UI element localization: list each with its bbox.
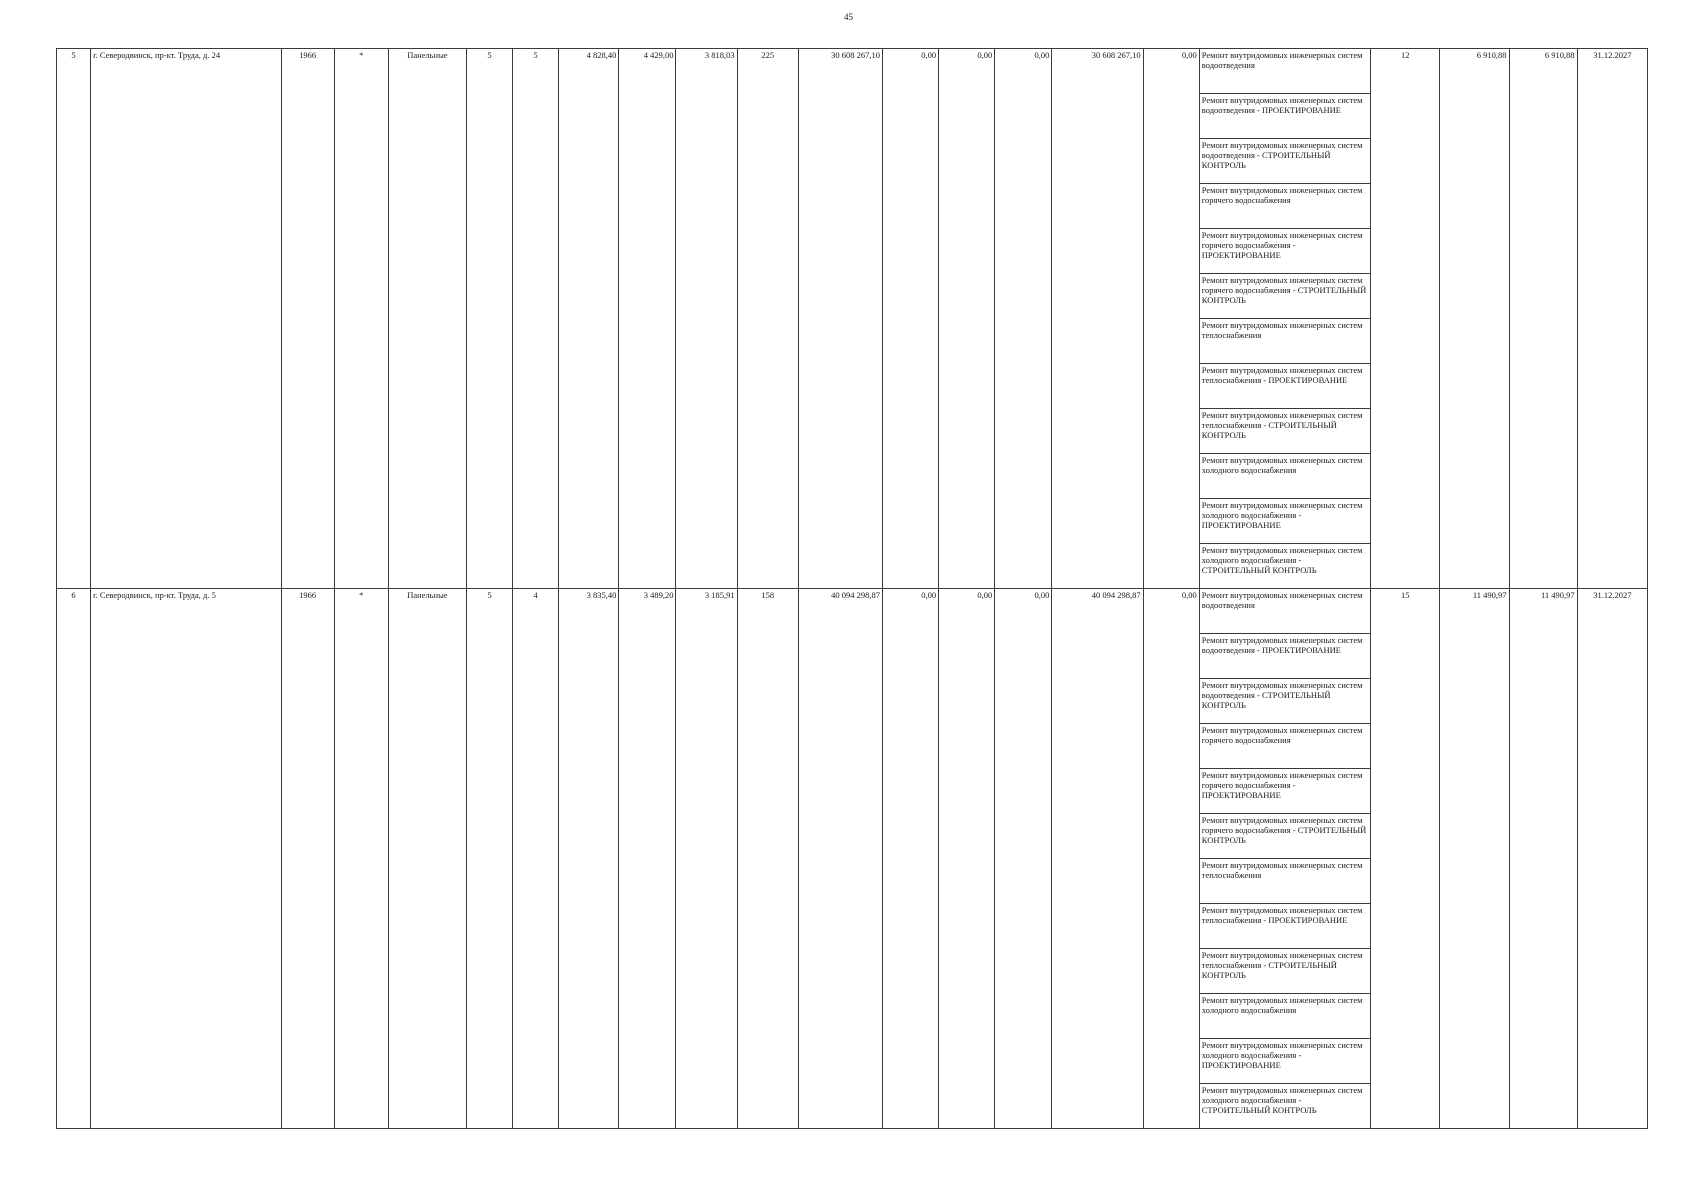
work-type: Ремонт внутридомовых инженерных систем теплоснабжения - СТРОИТЕЛЬНЫЙ КОНТРОЛЬ: [1199, 949, 1370, 994]
residents: 225: [737, 49, 798, 589]
work-type: Ремонт внутридомовых инженерных систем теплоснабжения - ПРОЕКТИРОВАНИЕ: [1199, 364, 1370, 409]
area-living: 4 429,00: [619, 49, 676, 589]
work-type: Ремонт внутридомовых инженерных систем горячего водоснабжения - ПРОЕКТИРОВАНИЕ: [1199, 229, 1370, 274]
area-residential: 3 185,91: [676, 589, 737, 1129]
deadline: 31.12.2027: [1577, 589, 1647, 1129]
residents: 158: [737, 589, 798, 1129]
address: г. Северодвинск, пр-кт. Труда, д. 24: [91, 49, 281, 589]
entrances: 4: [513, 589, 559, 1129]
cost-total: 40 094 298,87: [798, 589, 882, 1129]
work-type: Ремонт внутридомовых инженерных систем водоотведения - СТРОИТЕЛЬНЫЙ КОНТРОЛЬ: [1199, 679, 1370, 724]
row-number: 6: [57, 589, 91, 1129]
fund-1: 0,00: [882, 49, 938, 589]
work-type: Ремонт внутридомовых инженерных систем холодного водоснабжения - ПРОЕКТИРОВАНИЕ: [1199, 1039, 1370, 1084]
work-type: Ремонт внутридомовых инженерных систем теплоснабжения - СТРОИТЕЛЬНЫЙ КОНТРОЛЬ: [1199, 409, 1370, 454]
work-type: Ремонт внутридомовых инженерных систем теплоснабжения - ПРОЕКТИРОВАНИЕ: [1199, 904, 1370, 949]
work-type: Ремонт внутридомовых инженерных систем водоотведения: [1199, 49, 1370, 94]
unit-cost-max: 11 490,97: [1509, 589, 1577, 1129]
fund-2: 0,00: [939, 589, 995, 1129]
other-funds: 0,00: [1143, 589, 1199, 1129]
work-count: 12: [1371, 49, 1440, 589]
work-type: Ремонт внутридомовых инженерных систем горячего водоснабжения - СТРОИТЕЛЬНЫЙ КОНТРОЛЬ: [1199, 274, 1370, 319]
wall-material: Панельные: [388, 589, 466, 1129]
floors: 5: [466, 589, 512, 1129]
unit-cost: 11 490,97: [1440, 589, 1509, 1129]
work-type: Ремонт внутридомовых инженерных систем водоотведения - ПРОЕКТИРОВАНИЕ: [1199, 94, 1370, 139]
work-type: Ремонт внутридомовых инженерных систем холодного водоснабжения: [1199, 454, 1370, 499]
cost-total: 30 608 267,10: [798, 49, 882, 589]
area-total: 3 835,40: [559, 589, 619, 1129]
fund-2: 0,00: [939, 49, 995, 589]
table-row: [57, 589, 1648, 634]
area-total: 4 828,40: [559, 49, 619, 589]
mark: *: [334, 49, 388, 589]
work-type: Ремонт внутридомовых инженерных систем водоотведения - СТРОИТЕЛЬНЫЙ КОНТРОЛЬ: [1199, 139, 1370, 184]
unit-cost-max: 6 910,88: [1509, 49, 1577, 589]
work-count: 15: [1371, 589, 1440, 1129]
work-type: Ремонт внутридомовых инженерных систем горячего водоснабжения: [1199, 184, 1370, 229]
mark: *: [334, 589, 388, 1129]
entrances: 5: [513, 49, 559, 589]
work-type: Ремонт внутридомовых инженерных систем теплоснабжения: [1199, 859, 1370, 904]
row-number: 5: [57, 49, 91, 589]
fund-3: 0,00: [995, 589, 1052, 1129]
work-type: Ремонт внутридомовых инженерных систем холодного водоснабжения - ПРОЕКТИРОВАНИЕ: [1199, 499, 1370, 544]
fund-owners: 40 094 298,87: [1052, 589, 1143, 1129]
deadline: 31.12.2027: [1577, 49, 1647, 589]
work-type: Ремонт внутридомовых инженерных систем горячего водоснабжения - ПРОЕКТИРОВАНИЕ: [1199, 769, 1370, 814]
fund-1: 0,00: [882, 589, 938, 1129]
wall-material: Панельные: [388, 49, 466, 589]
work-type: Ремонт внутридомовых инженерных систем холодного водоснабжения - СТРОИТЕЛЬНЫЙ КОНТРОЛЬ: [1199, 544, 1370, 589]
fund-3: 0,00: [995, 49, 1052, 589]
work-type: Ремонт внутридомовых инженерных систем холодного водоснабжения - СТРОИТЕЛЬНЫЙ КОНТРОЛЬ: [1199, 1084, 1370, 1129]
work-type: Ремонт внутридомовых инженерных систем холодного водоснабжения: [1199, 994, 1370, 1039]
area-residential: 3 818,03: [676, 49, 737, 589]
work-type: Ремонт внутридомовых инженерных систем горячего водоснабжения - СТРОИТЕЛЬНЫЙ КОНТРОЛЬ: [1199, 814, 1370, 859]
fund-owners: 30 608 267,10: [1052, 49, 1143, 589]
work-type: Ремонт внутридомовых инженерных систем водоотведения: [1199, 589, 1370, 634]
unit-cost: 6 910,88: [1440, 49, 1509, 589]
page-number: 45: [844, 12, 853, 22]
build-year: 1966: [281, 49, 334, 589]
build-year: 1966: [281, 589, 334, 1129]
floors: 5: [466, 49, 512, 589]
table-row: [57, 49, 1648, 94]
capital-repair-table: [56, 48, 1648, 1129]
area-living: 3 489,20: [619, 589, 676, 1129]
work-type: Ремонт внутридомовых инженерных систем водоотведения - ПРОЕКТИРОВАНИЕ: [1199, 634, 1370, 679]
work-type: Ремонт внутридомовых инженерных систем теплоснабжения: [1199, 319, 1370, 364]
other-funds: 0,00: [1143, 49, 1199, 589]
work-type: Ремонт внутридомовых инженерных систем горячего водоснабжения: [1199, 724, 1370, 769]
address: г. Северодвинск, пр-кт. Труда, д. 5: [91, 589, 281, 1129]
